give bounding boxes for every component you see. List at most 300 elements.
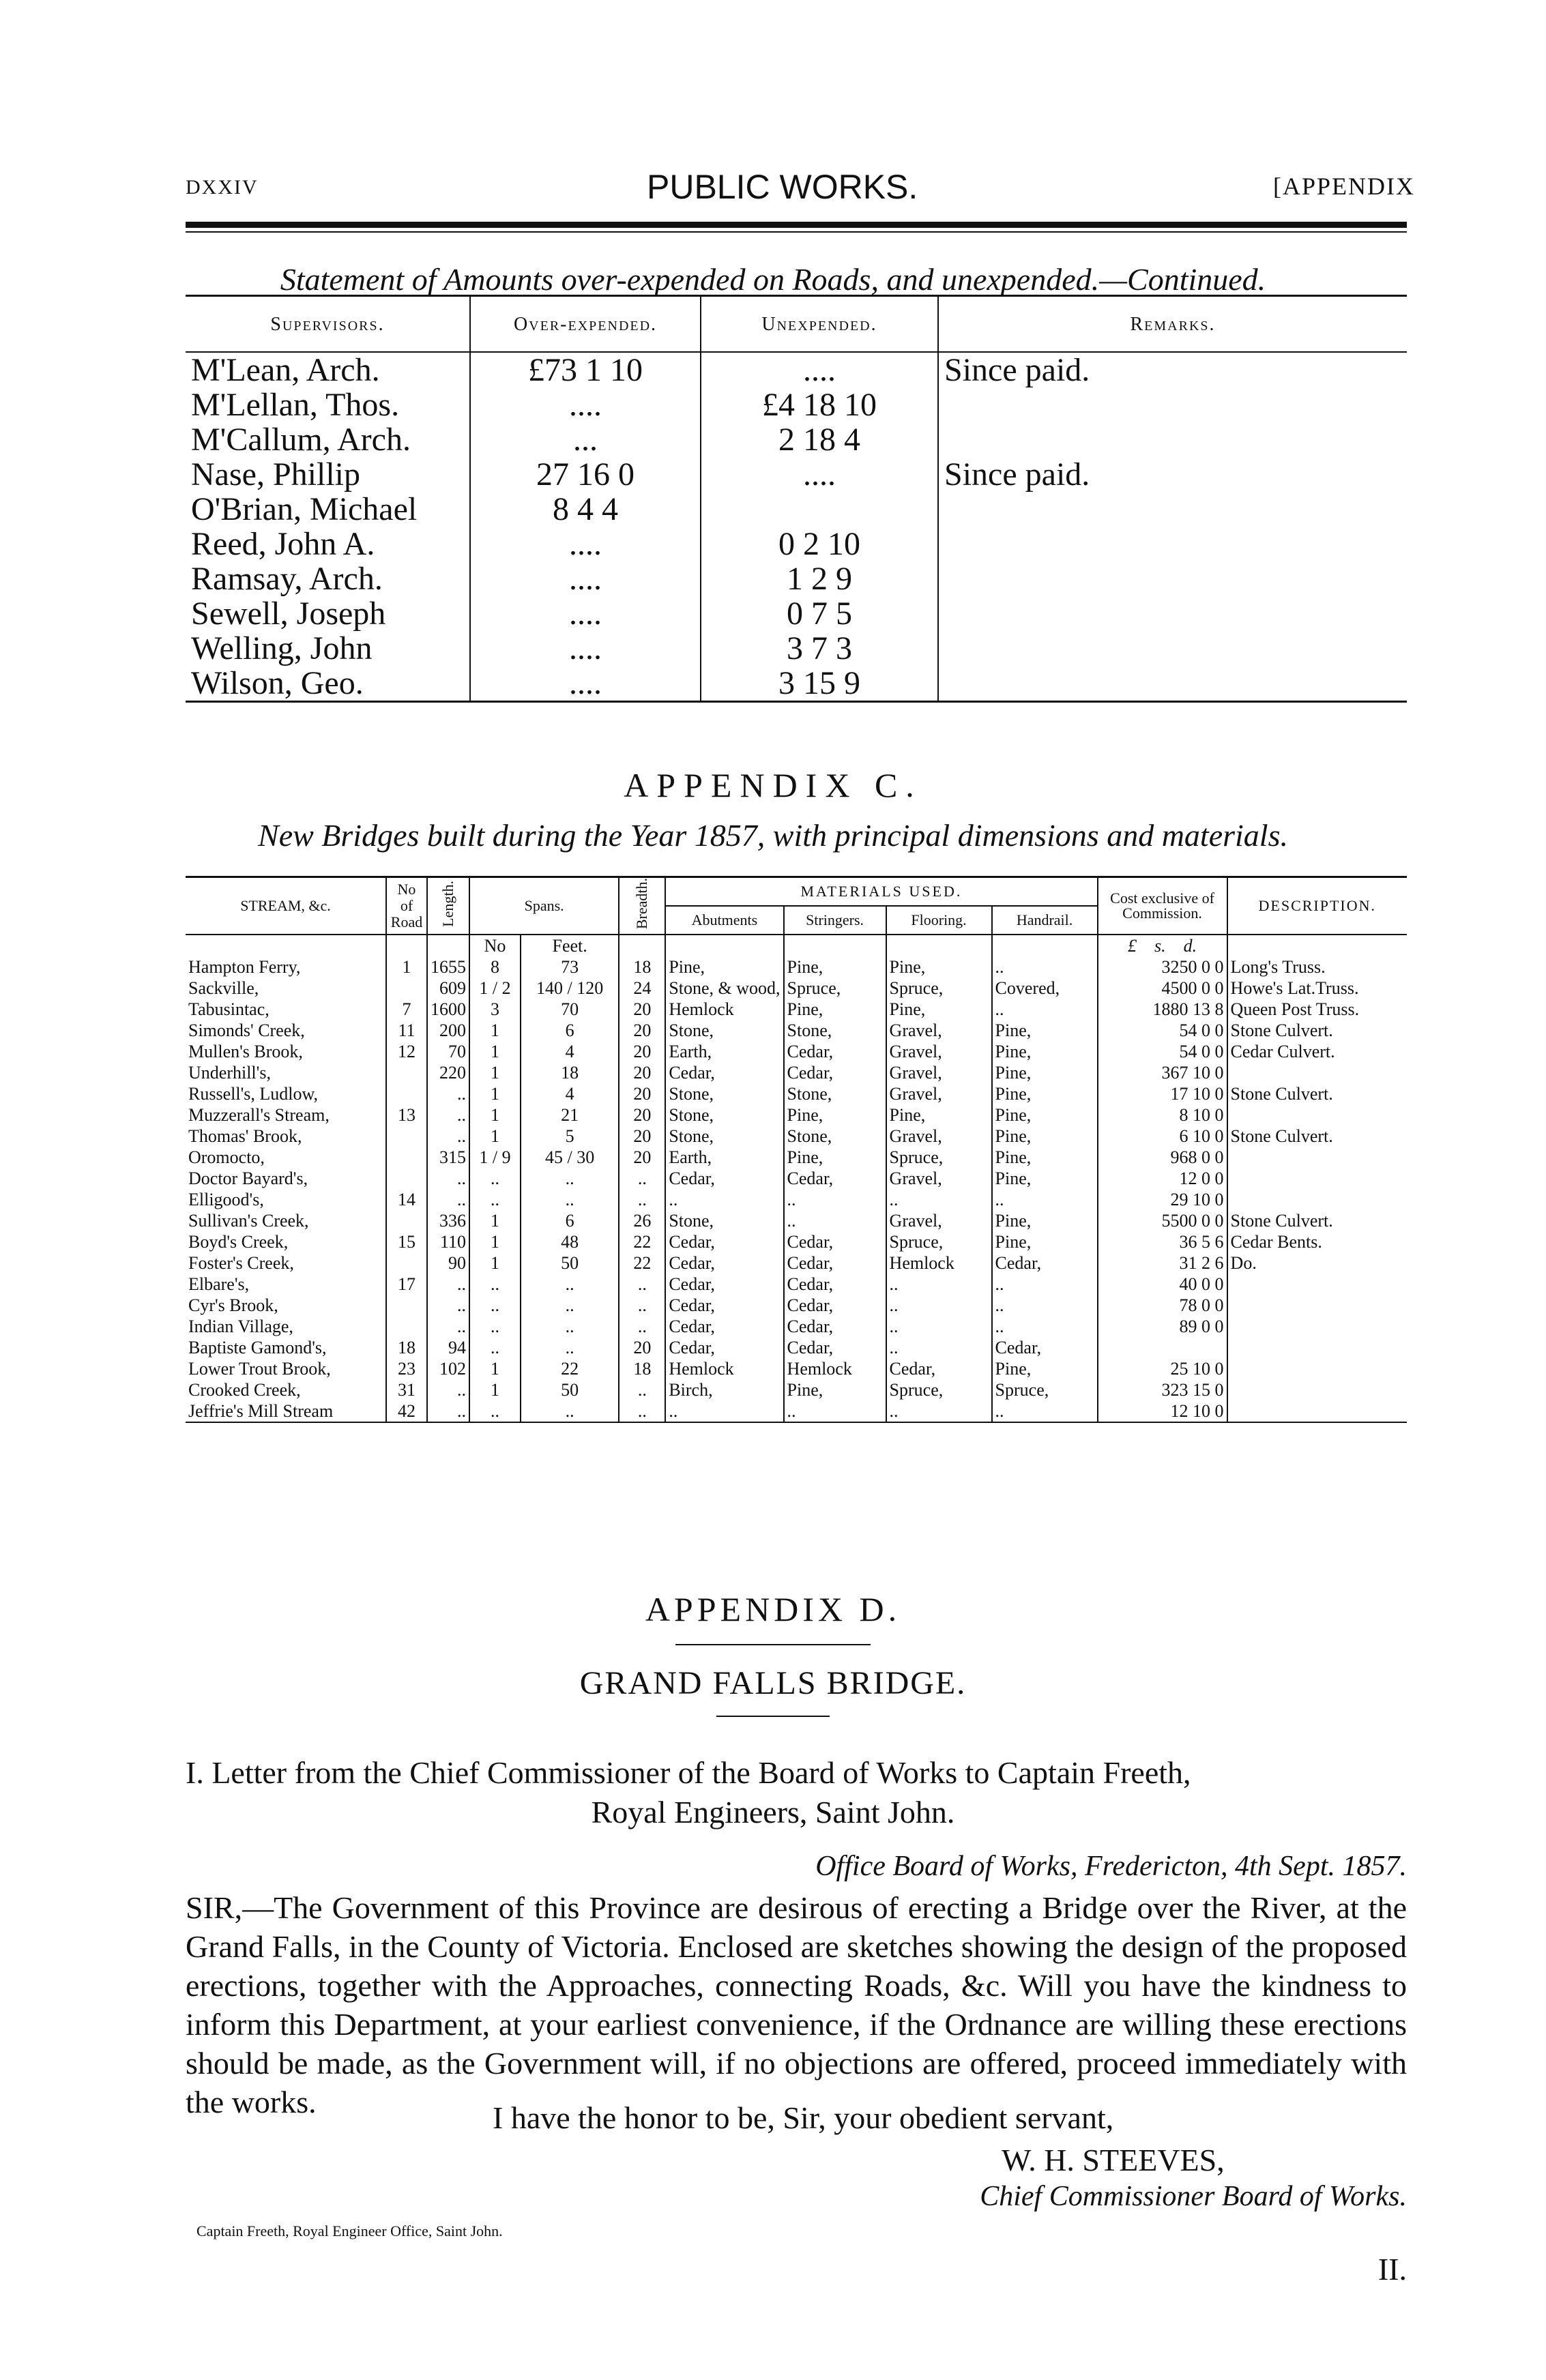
unexpended-amount: .... — [701, 352, 938, 387]
handrail-material: Pine, — [992, 1062, 1098, 1083]
bridge-breadth: 24 — [619, 978, 665, 999]
supervisor-name: Wilson, Geo. — [186, 666, 470, 702]
road-number — [386, 1168, 427, 1189]
table-row — [186, 1252, 1407, 1274]
abutments-material: Cedar, — [665, 1295, 783, 1316]
unit-pounds: £ — [1127, 935, 1137, 956]
abutments-material: Cedar, — [665, 1316, 783, 1337]
over-expended-amount: .... — [470, 387, 701, 422]
road-number: 17 — [386, 1274, 427, 1295]
supervisor-name: Ramsay, Arch. — [191, 561, 383, 597]
bridge-description — [1227, 1062, 1407, 1083]
stream-name: Hampton Ferry, — [188, 956, 301, 977]
flooring-material: .. — [886, 1337, 992, 1358]
span-count: .. — [469, 1400, 521, 1422]
bridge-breadth: 18 — [619, 956, 665, 978]
bridge-length: .. — [427, 1316, 469, 1337]
span-feet: .. — [521, 1168, 619, 1189]
appendix-c-heading: APPENDIX C. — [624, 766, 922, 804]
road-number: 42 — [386, 1400, 427, 1422]
table-row — [186, 1126, 1407, 1147]
road-number — [386, 1295, 427, 1316]
abutments-material: Cedar, — [665, 1337, 783, 1358]
flooring-material: Spruce, — [886, 1231, 992, 1252]
handrail-material: Pine, — [992, 1147, 1098, 1168]
span-feet: .. — [521, 1189, 619, 1210]
table-row — [186, 631, 1407, 666]
header-rule-thin — [186, 231, 1407, 233]
unexpended-amount: 2 18 4 — [701, 422, 938, 457]
table-row — [186, 561, 1407, 596]
stream-name: Underhill's, — [188, 1062, 271, 1083]
cost-amount: 17 10 0 — [1098, 1083, 1227, 1104]
table-row — [186, 956, 1407, 978]
col-unexpended: Unexpended. — [701, 296, 938, 353]
table-row — [186, 1316, 1407, 1337]
road-number — [386, 1147, 427, 1168]
abutments-material: Cedar, — [665, 1274, 783, 1295]
section-label: [APPENDIX — [1273, 173, 1416, 200]
handrail-material: Pine, — [992, 1020, 1098, 1041]
abutments-material: Stone, & wood, — [665, 978, 783, 999]
table-row — [186, 1400, 1407, 1422]
stream-name: Muzzerall's Stream, — [188, 1104, 330, 1125]
abutments-material: Stone, — [665, 1020, 783, 1041]
bridge-description — [1227, 1147, 1407, 1168]
handrail-material: Cedar, — [992, 1252, 1098, 1274]
stream-name: Elbare's, — [188, 1274, 250, 1294]
flooring-material: Spruce, — [886, 1147, 992, 1168]
col-breadth: Breadth. — [633, 878, 651, 930]
unexpended-amount: .... — [701, 457, 938, 492]
table-row — [186, 1062, 1407, 1083]
bridge-description: Stone Culvert. — [1227, 1083, 1407, 1104]
flooring-material: Gravel, — [886, 1062, 992, 1083]
handrail-material: Pine, — [992, 1126, 1098, 1147]
handrail-material: .. — [992, 1274, 1098, 1295]
span-feet: 18 — [521, 1062, 619, 1083]
bridge-breadth: 20 — [619, 1126, 665, 1147]
table-row — [186, 1358, 1407, 1379]
span-count: 1 — [469, 1379, 521, 1400]
bridge-description — [1227, 1358, 1407, 1379]
abutments-material: Cedar, — [665, 1252, 783, 1274]
letter-title-line-1: I. Letter from the Chief Commissioner of the Board of Works to Captain Freeth, — [186, 1755, 1191, 1790]
bridge-description — [1227, 1379, 1407, 1400]
cost-amount: 29 10 0 — [1098, 1189, 1227, 1210]
span-count: 8 — [469, 956, 521, 978]
flooring-material: Gravel, — [886, 1020, 992, 1041]
table-row — [186, 1231, 1407, 1252]
road-number: 7 — [386, 999, 427, 1020]
bridge-length: 200 — [427, 1020, 469, 1041]
road-number — [386, 1316, 427, 1337]
col-road: No of Road — [386, 877, 427, 935]
remark: Since paid. — [938, 457, 1407, 492]
cost-amount: 1880 13 8 — [1098, 999, 1227, 1020]
cost-amount: 6 10 0 — [1098, 1126, 1227, 1147]
signature: W. H. STEEVES, — [1002, 2143, 1225, 2177]
unit-shillings: s. — [1154, 935, 1166, 956]
supervisor-name: Nase, Phillip — [191, 456, 360, 493]
bridge-description — [1227, 1189, 1407, 1210]
table-row — [186, 1337, 1407, 1358]
stream-name: Russell's, Ludlow, — [188, 1083, 319, 1104]
span-feet: .. — [521, 1337, 619, 1358]
bridge-length: 1600 — [427, 999, 469, 1020]
col-stringers: Stringers. — [784, 906, 886, 935]
col-abutments: Abutments — [665, 906, 783, 935]
handrail-material: Pine, — [992, 1083, 1098, 1104]
bridge-breadth: .. — [619, 1295, 665, 1316]
unit-feet: Feet. — [521, 935, 619, 956]
stringers-material: Pine, — [784, 956, 886, 978]
flooring-material: Pine, — [886, 1104, 992, 1126]
table-row — [186, 1104, 1407, 1126]
flooring-material: .. — [886, 1400, 992, 1422]
supervisor-name: Sewell, Joseph — [191, 596, 386, 632]
appendix-d-heading: APPENDIX D. — [645, 1590, 901, 1628]
span-feet: 6 — [521, 1020, 619, 1041]
bridge-length: 70 — [427, 1041, 469, 1062]
cost-amount: 54 0 0 — [1098, 1041, 1227, 1062]
flooring-material: Gravel, — [886, 1126, 992, 1147]
handrail-material: .. — [992, 1316, 1098, 1337]
table-row — [186, 352, 1407, 387]
col-cost: Cost exclusive of Commission. — [1098, 877, 1227, 935]
remark — [938, 666, 1407, 702]
span-feet: 140 / 120 — [521, 978, 619, 999]
bridge-length: 315 — [427, 1147, 469, 1168]
col-handrail: Handrail. — [992, 906, 1098, 935]
bridges-table — [186, 876, 1407, 1423]
unit-no: No — [469, 935, 521, 956]
span-feet: 22 — [521, 1358, 619, 1379]
bridge-description — [1227, 1104, 1407, 1126]
table-row — [186, 527, 1407, 561]
bridge-description — [1227, 1168, 1407, 1189]
bridge-length: .. — [427, 1274, 469, 1295]
bridge-breadth: 20 — [619, 1062, 665, 1083]
span-feet: 45 / 30 — [521, 1147, 619, 1168]
remark — [938, 422, 1407, 457]
remark — [938, 561, 1407, 596]
stream-name: Jeffrie's Mill Stream — [186, 1400, 386, 1422]
span-feet: .. — [521, 1400, 619, 1422]
addressee: Captain Freeth, Royal Engineer Office, Saint John. — [196, 2222, 503, 2239]
table-row — [186, 1168, 1407, 1189]
handrail-material: .. — [992, 999, 1098, 1020]
cost-amount: 367 10 0 — [1098, 1062, 1227, 1083]
bridge-description — [1227, 1274, 1407, 1295]
cost-amount: 36 5 6 — [1098, 1231, 1227, 1252]
stream-name: Cyr's Brook, — [188, 1295, 278, 1315]
road-number: 14 — [386, 1189, 427, 1210]
span-feet: .. — [521, 1316, 619, 1337]
stringers-material: Cedar, — [784, 1274, 886, 1295]
appendix-d-rule-2 — [716, 1716, 830, 1717]
remark: Since paid. — [938, 352, 1407, 387]
bridge-description: Long's Truss. — [1227, 956, 1407, 978]
cost-amount: 12 0 0 — [1098, 1168, 1227, 1189]
table-row — [186, 1147, 1407, 1168]
span-feet: 70 — [521, 999, 619, 1020]
road-number: 15 — [386, 1231, 427, 1252]
handrail-material: .. — [992, 1189, 1098, 1210]
col-description: DESCRIPTION. — [1227, 877, 1407, 935]
over-expended-amount: 8 4 4 — [470, 492, 701, 527]
handrail-material: Spruce, — [992, 1379, 1098, 1400]
cost-amount: 54 0 0 — [1098, 1020, 1227, 1041]
abutments-material: Hemlock — [665, 999, 783, 1020]
flooring-material: Gravel, — [886, 1168, 992, 1189]
appendix-c-subtitle: New Bridges built during the Year 1857, with principal dimensions and materials. — [258, 818, 1288, 853]
bridge-breadth: .. — [619, 1316, 665, 1337]
bridge-length: .. — [427, 1104, 469, 1126]
bridge-breadth: 20 — [619, 1083, 665, 1104]
abutments-material: Hemlock — [665, 1358, 783, 1379]
road-number: 12 — [386, 1041, 427, 1062]
handrail-material: .. — [992, 956, 1098, 978]
stream-name: Baptiste Gamond's, — [188, 1337, 327, 1357]
table-header-row — [186, 877, 1407, 906]
span-count: .. — [469, 1274, 521, 1295]
bridge-description: Howe's Lat.Truss. — [1227, 978, 1407, 999]
bridge-length: .. — [427, 1168, 469, 1189]
span-count: 1 — [469, 1252, 521, 1274]
stringers-material: Cedar, — [784, 1168, 886, 1189]
stream-name: Boyd's Creek, — [188, 1231, 289, 1252]
stream-name: Lower Trout Brook, — [188, 1358, 331, 1379]
stringers-material: Stone, — [784, 1083, 886, 1104]
road-number — [386, 1252, 427, 1274]
over-expended-amount: £73 1 10 — [470, 352, 701, 387]
bridge-length: 94 — [427, 1337, 469, 1358]
stream-name: Thomas' Brook, — [188, 1126, 302, 1146]
stream-name: Simonds' Creek, — [188, 1020, 305, 1040]
handrail-material: Covered, — [992, 978, 1098, 999]
span-count: 1 — [469, 1104, 521, 1126]
abutments-material: Stone, — [665, 1210, 783, 1231]
col-supervisors: Supervisors. — [270, 313, 385, 335]
col-flooring: Flooring. — [886, 906, 992, 935]
stringers-material: Cedar, — [784, 1252, 886, 1274]
table-row — [186, 978, 1407, 999]
units-row — [186, 935, 1407, 956]
bridge-length: 110 — [427, 1231, 469, 1252]
cost-amount — [1098, 1337, 1227, 1358]
table-row — [186, 666, 1407, 702]
flooring-material: Pine, — [886, 956, 992, 978]
table-row — [186, 1020, 1407, 1041]
table-row — [186, 457, 1407, 492]
stream-name: Sullivan's Creek, — [188, 1210, 309, 1231]
table-row — [186, 1274, 1407, 1295]
bridge-length: 90 — [427, 1252, 469, 1274]
signature-title: Chief Commissioner Board of Works. — [980, 2181, 1407, 2212]
bridge-description: Queen Post Truss. — [1227, 999, 1407, 1020]
over-expended-amount: .... — [470, 666, 701, 702]
span-count: 1 — [469, 1358, 521, 1379]
col-remarks: Remarks. — [938, 296, 1407, 353]
table-row — [186, 422, 1407, 457]
abutments-material: Cedar, — [665, 1168, 783, 1189]
stringers-material: .. — [784, 1210, 886, 1231]
bridge-breadth: 20 — [619, 1041, 665, 1062]
span-feet: 4 — [521, 1083, 619, 1104]
remark — [938, 527, 1407, 561]
span-feet: 50 — [521, 1252, 619, 1274]
bridge-length: .. — [427, 1400, 469, 1422]
bridge-breadth: 20 — [619, 999, 665, 1020]
flooring-material: Spruce, — [886, 978, 992, 999]
over-expended-amount: .... — [470, 631, 701, 666]
bridge-length: 336 — [427, 1210, 469, 1231]
abutments-material: Birch, — [665, 1379, 783, 1400]
bridge-description: Stone Culvert. — [1227, 1126, 1407, 1147]
handrail-material: Pine, — [992, 1104, 1098, 1126]
over-expended-amount: .... — [470, 561, 701, 596]
abutments-material: Cedar, — [665, 1231, 783, 1252]
span-feet: 50 — [521, 1379, 619, 1400]
road-number — [386, 1210, 427, 1231]
bridge-breadth: .. — [619, 1379, 665, 1400]
stringers-material: Stone, — [784, 1020, 886, 1041]
cost-amount: 323 15 0 — [1098, 1379, 1227, 1400]
stream-name: Oromocto, — [188, 1147, 265, 1167]
bridge-length: 220 — [427, 1062, 469, 1083]
road-number: 18 — [386, 1337, 427, 1358]
bridge-breadth: 18 — [619, 1358, 665, 1379]
table-row — [186, 492, 1407, 527]
span-feet: 4 — [521, 1041, 619, 1062]
stringers-material: .. — [784, 1400, 886, 1422]
appendix-d-subheading: GRAND FALLS BRIDGE. — [579, 1665, 967, 1701]
table-row — [186, 1189, 1407, 1210]
bridge-breadth: 22 — [619, 1231, 665, 1252]
supervisor-name: Welling, John — [191, 630, 373, 666]
col-over-expended: Over-expended. — [470, 296, 701, 353]
handrail-material: .. — [992, 1400, 1098, 1422]
bridge-breadth: .. — [619, 1189, 665, 1210]
supervisor-name: O'Brian, Michael — [191, 491, 418, 527]
appendix-d-rule-1 — [675, 1644, 871, 1645]
span-count: 1 — [469, 1062, 521, 1083]
span-feet: 21 — [521, 1104, 619, 1126]
flooring-material: Gravel, — [886, 1210, 992, 1231]
page-number: DXXIV — [186, 176, 259, 199]
col-stream: STREAM, &c. — [240, 897, 331, 915]
bridge-description: Stone Culvert. — [1227, 1020, 1407, 1041]
cost-amount: 3250 0 0 — [1098, 956, 1227, 978]
span-count: 1 / 2 — [469, 978, 521, 999]
stream-name: Elligood's, — [188, 1189, 264, 1209]
supervisor-name: Reed, John A. — [191, 526, 375, 562]
road-number — [386, 1062, 427, 1083]
stringers-material: Cedar, — [784, 1231, 886, 1252]
over-expended-amount: 27 16 0 — [470, 457, 701, 492]
unexpended-amount — [701, 492, 938, 527]
stream-name: Mullen's Brook, — [188, 1041, 303, 1061]
unexpended-amount: 3 15 9 — [701, 666, 938, 702]
span-count: 1 / 9 — [469, 1147, 521, 1168]
bridge-description — [1227, 1295, 1407, 1316]
over-expended-amount: .... — [470, 527, 701, 561]
abutments-material: Stone, — [665, 1126, 783, 1147]
flooring-material: .. — [886, 1316, 992, 1337]
abutments-material: Stone, — [665, 1083, 783, 1104]
handrail-material: Pine, — [992, 1168, 1098, 1189]
stringers-material: Cedar, — [784, 1295, 886, 1316]
bridge-length: .. — [427, 1189, 469, 1210]
span-count: 1 — [469, 1126, 521, 1147]
span-count: 3 — [469, 999, 521, 1020]
road-number — [386, 978, 427, 999]
stringers-material: Pine, — [784, 999, 886, 1020]
handrail-material: Cedar, — [992, 1337, 1098, 1358]
road-number — [386, 1083, 427, 1104]
stringers-material: Cedar, — [784, 1316, 886, 1337]
bridge-description — [1227, 1400, 1407, 1422]
col-materials: MATERIALS USED. — [665, 877, 1097, 906]
flooring-material: Spruce, — [886, 1379, 992, 1400]
cost-amount: 4500 0 0 — [1098, 978, 1227, 999]
cost-amount: 5500 0 0 — [1098, 1210, 1227, 1231]
table-row — [186, 1083, 1407, 1104]
unexpended-amount: £4 18 10 — [701, 387, 938, 422]
table-header-row — [186, 296, 1407, 353]
flooring-material: Gravel, — [886, 1083, 992, 1104]
cost-amount: 968 0 0 — [1098, 1147, 1227, 1168]
unexpended-amount: 1 2 9 — [701, 561, 938, 596]
handrail-material: Pine, — [992, 1210, 1098, 1231]
table-row — [186, 999, 1407, 1020]
bridge-breadth: 20 — [619, 1104, 665, 1126]
road-number: 11 — [386, 1020, 427, 1041]
span-feet: 5 — [521, 1126, 619, 1147]
cost-amount: 40 0 0 — [1098, 1274, 1227, 1295]
bridge-description: Cedar Culvert. — [1227, 1041, 1407, 1062]
letter-title-line-2: Royal Engineers, Saint John. — [591, 1795, 955, 1830]
stringers-material: Spruce, — [784, 978, 886, 999]
stream-name: Crooked Creek, — [188, 1379, 301, 1400]
flooring-material: Gravel, — [886, 1041, 992, 1062]
span-feet: 48 — [521, 1231, 619, 1252]
remark — [938, 492, 1407, 527]
abutments-material: Earth, — [665, 1147, 783, 1168]
bridge-length: .. — [427, 1126, 469, 1147]
abutments-material: Stone, — [665, 1104, 783, 1126]
table-row — [186, 1041, 1407, 1062]
handrail-material: .. — [992, 1295, 1098, 1316]
unit-pence: d. — [1183, 935, 1197, 956]
stringers-material: Cedar, — [784, 1062, 886, 1083]
supervisor-name: M'Lean, Arch. — [191, 352, 380, 388]
road-number: 23 — [386, 1358, 427, 1379]
span-count: 1 — [469, 1020, 521, 1041]
road-number — [386, 1126, 427, 1147]
cost-amount: 31 2 6 — [1098, 1252, 1227, 1274]
unexpended-amount: 0 7 5 — [701, 596, 938, 631]
stringers-material: Pine, — [784, 1147, 886, 1168]
bridge-length: .. — [427, 1295, 469, 1316]
span-count: .. — [469, 1168, 521, 1189]
flooring-material: Cedar, — [886, 1358, 992, 1379]
stringers-material: Pine, — [784, 1104, 886, 1126]
stream-name: Doctor Bayard's, — [188, 1168, 308, 1188]
running-title: PUBLIC WORKS. — [647, 168, 918, 206]
abutments-material: Pine, — [665, 956, 783, 978]
